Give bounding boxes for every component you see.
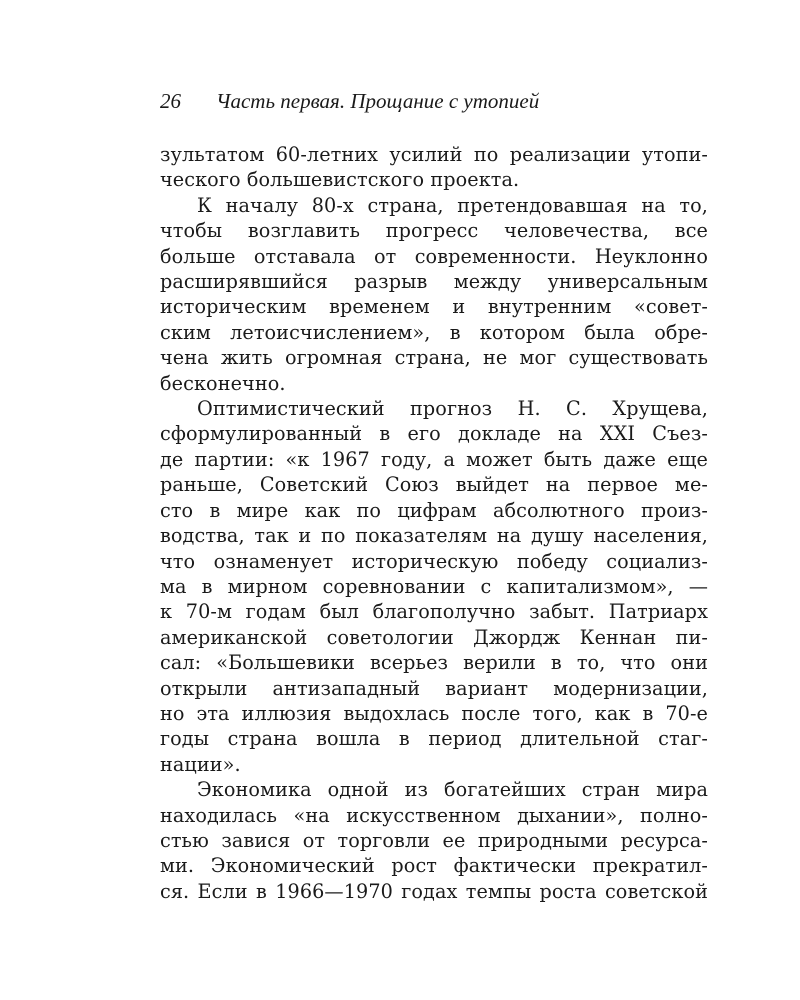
running-head — [160, 86, 708, 116]
text-line: находилась «на искусственном дыхании», полно- — [160, 803, 708, 827]
text-line: чтобы возглавить прогресс человечества, все — [160, 219, 708, 243]
text-line: ся. Если в 1966—1970 годах темпы роста советской — [160, 879, 708, 903]
text-line: больше отставала от современности. Неуклонно — [160, 244, 708, 268]
text-line: сформулированный в его докладе на XXI Съез- — [160, 422, 708, 446]
text-line: нации». — [160, 752, 241, 776]
text-line: чена жить огромная страна, не мог существовать — [160, 346, 708, 370]
text-line: но эта иллюзия выдохлась после того, как в 70-е — [160, 701, 708, 725]
text-line: сто в мире как по цифрам абсолютного произ- — [160, 498, 708, 522]
text-line: де партии: «к 1967 году, а может быть даже еще — [160, 447, 708, 471]
text-line: К началу 80-х страна, претендовавшая на то, — [197, 193, 708, 217]
text-line: стью завися от торговли ее природными ресурса- — [160, 828, 708, 852]
text-line: раньше, Советский Союз выйдет на первое ме- — [160, 473, 708, 497]
text-line: к 70-м годам был благополучно забыт. Патриарх — [160, 600, 708, 624]
text-line: ческого большевистского проекта. — [160, 168, 520, 192]
text-line: расширявшийся разрыв между универсальным — [160, 270, 708, 294]
text-line: открыли антизападный вариант модернизации, — [160, 676, 708, 700]
text-line: ским летоисчислением», в котором была обре- — [160, 320, 708, 344]
text-line: американской советологии Джордж Кеннан пи- — [160, 625, 708, 649]
text-line: историческим временем и внутренним «совет- — [160, 295, 708, 319]
text-line: Оптимистический прогноз Н. С. Хрущева, — [197, 397, 708, 421]
text-line: зультатом 60-летних усилий по реализации утопи- — [160, 143, 708, 166]
text-line: ма в мирном соревновании с капитализмом», — — [160, 574, 708, 598]
text-line: Экономика одной из богатейших стран мира — [197, 778, 708, 802]
text-line: что ознаменует историческую победу социализ- — [160, 549, 708, 573]
chapter-title: Часть первая. Прощание с утопией — [216, 89, 540, 113]
book-page — [160, 86, 708, 904]
text-line: ми. Экономический рост фактически прекратил- — [160, 854, 708, 878]
text-line: сал: «Большевики всерьез верили в то, что они — [160, 651, 708, 675]
body-text — [160, 142, 708, 904]
text-line: водства, так и по показателям на душу населения, — [160, 524, 708, 548]
text-line: годы страна вошла в период длительной стаг- — [160, 727, 708, 751]
text-line: бесконечно. — [160, 371, 286, 395]
page-number: 26 — [160, 89, 181, 113]
